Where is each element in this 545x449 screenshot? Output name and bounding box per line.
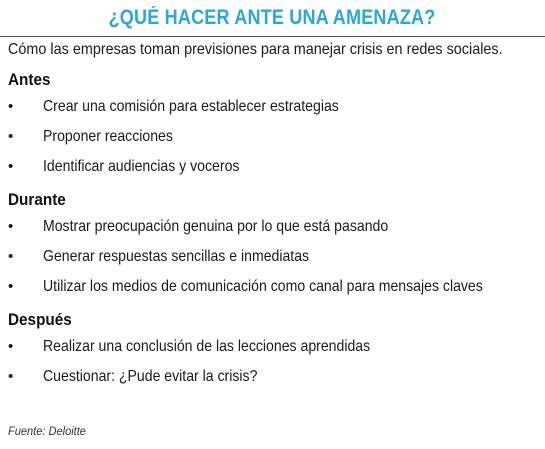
list-item-text: Crear una comisión para establecer estrategias — [43, 98, 339, 115]
list-item — [8, 242, 538, 272]
title-bar — [0, 0, 545, 37]
bullet-icon: • — [8, 368, 14, 385]
page-title: ¿QUÉ HACER ANTE UNA AMENAZA? — [109, 6, 436, 29]
section-antes — [8, 68, 538, 182]
list-item-text: Proponer reacciones — [43, 128, 173, 145]
bullet-icon: • — [8, 218, 14, 235]
source-credit: Fuente: Deloitte — [8, 424, 86, 438]
list-item — [8, 212, 538, 242]
list-item — [8, 152, 538, 182]
section-durante — [8, 188, 538, 302]
bullet-list — [8, 212, 538, 302]
section-heading: Antes — [8, 70, 51, 89]
list-item-text: Generar respuestas sencillas e inmediatas — [43, 248, 310, 265]
bullet-list — [8, 332, 538, 392]
bullet-icon: • — [8, 278, 14, 295]
bullet-list — [8, 92, 538, 182]
bullet-icon: • — [8, 158, 14, 175]
list-item — [8, 272, 538, 302]
bullet-icon: • — [8, 128, 14, 145]
section-heading: Después — [8, 310, 72, 329]
bullet-icon: • — [8, 98, 14, 115]
list-item — [8, 122, 538, 152]
section-heading: Durante — [8, 190, 66, 209]
bullet-icon: • — [8, 338, 14, 355]
subtitle: Cómo las empresas toman previsiones para manejar crisis en redes sociales. — [8, 41, 503, 58]
list-item-text: Cuestionar: ¿Pude evitar la crisis? — [43, 368, 258, 385]
section-despues — [8, 308, 538, 392]
list-item-text: Identificar audiencias y voceros — [43, 158, 240, 175]
bullet-icon: • — [8, 248, 14, 265]
content — [8, 38, 538, 392]
list-item — [8, 362, 538, 392]
list-item — [8, 92, 538, 122]
list-item — [8, 332, 538, 362]
list-item-text: Utilizar los medios de comunicación como canal para mensajes claves — [43, 278, 483, 295]
list-item-text: Realizar una conclusión de las lecciones aprendidas — [43, 338, 371, 355]
list-item-text: Mostrar preocupación genuina por lo que está pasando — [43, 218, 389, 235]
